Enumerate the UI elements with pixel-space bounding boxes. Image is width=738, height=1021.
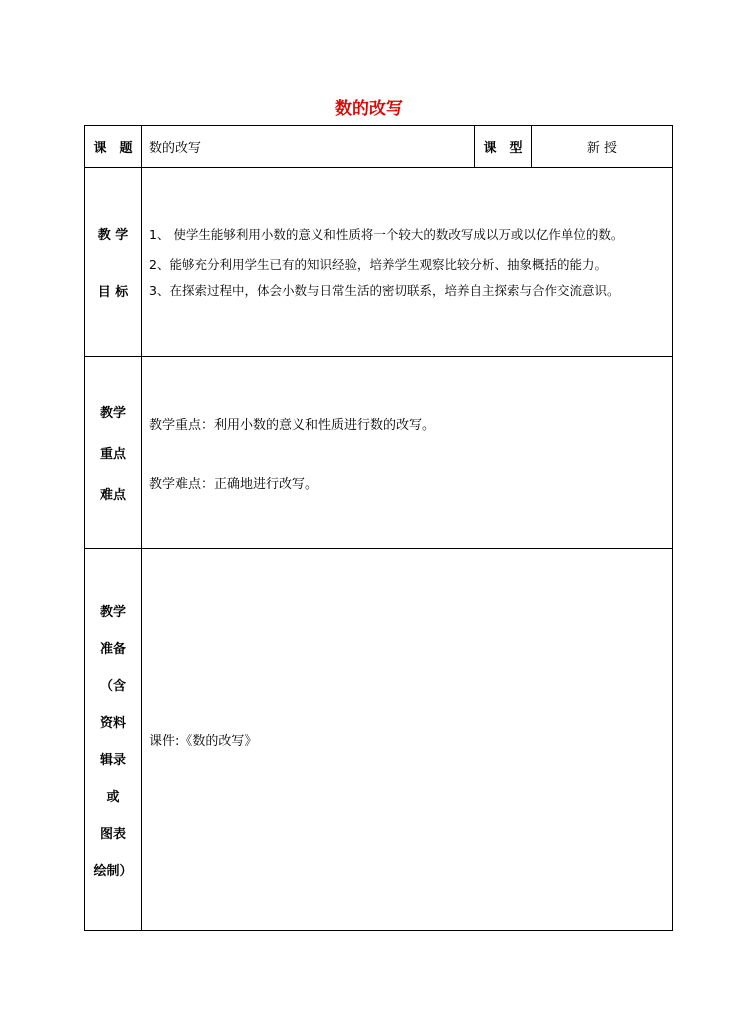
- preparation-label-line-2: 准备: [99, 641, 126, 657]
- objectives-label-line-1: 教 学: [97, 228, 129, 243]
- preparation-label-line-7: 图表: [99, 826, 126, 842]
- objectives-content: [142, 168, 673, 357]
- keypoints-label: [85, 357, 142, 549]
- topic-label: 课 题: [85, 126, 142, 168]
- preparation-label-line-4: 资料: [99, 715, 126, 731]
- page-title: 数的改写: [335, 99, 403, 119]
- preparation-row: [85, 549, 673, 931]
- objectives-label: [85, 168, 142, 357]
- key-difficulty: 教学难点：正确地进行改写。: [149, 476, 319, 492]
- lesson-plan-table: [84, 125, 673, 931]
- preparation-label: [85, 549, 142, 931]
- preparation-label-line-5: 辑录: [99, 752, 126, 768]
- preparation-label-line-3: （含: [99, 678, 126, 694]
- objective-item-2: 2、能够充分利用学生已有的知识经验，培养学生观察比较分析、抽象概括的能力。: [149, 257, 607, 272]
- objectives-label-line-2: 目 标: [97, 285, 129, 300]
- objectives-row: [85, 168, 673, 357]
- objective-item-1: 1、 使学生能够利用小数的意义和性质将一个较大的数改写成以万或以亿作单位的数。: [149, 227, 624, 242]
- objective-item-3: 3、在探索过程中，体会小数与日常生活的密切联系，培养自主探索与合作交流意识。: [149, 283, 620, 298]
- keypoints-label-line-1: 教学: [99, 406, 126, 421]
- preparation-label-line-8: 绘制）: [93, 863, 133, 879]
- preparation-label-line-1: 教学: [99, 604, 126, 620]
- key-focus: 教学重点：利用小数的意义和性质进行数的改写。: [149, 417, 436, 433]
- type-value: 新 授: [532, 126, 673, 168]
- preparation-label-line-6: 或: [106, 789, 120, 805]
- keypoints-content: [142, 357, 673, 549]
- header-row: [85, 126, 673, 168]
- keypoints-row: [85, 357, 673, 549]
- type-label: 课 型: [475, 126, 532, 168]
- preparation-content: 课件:《数的改写》: [142, 549, 673, 931]
- topic-value: 数的改写: [142, 126, 475, 168]
- keypoints-label-line-2: 重点: [99, 447, 126, 462]
- keypoints-label-line-3: 难点: [99, 488, 126, 503]
